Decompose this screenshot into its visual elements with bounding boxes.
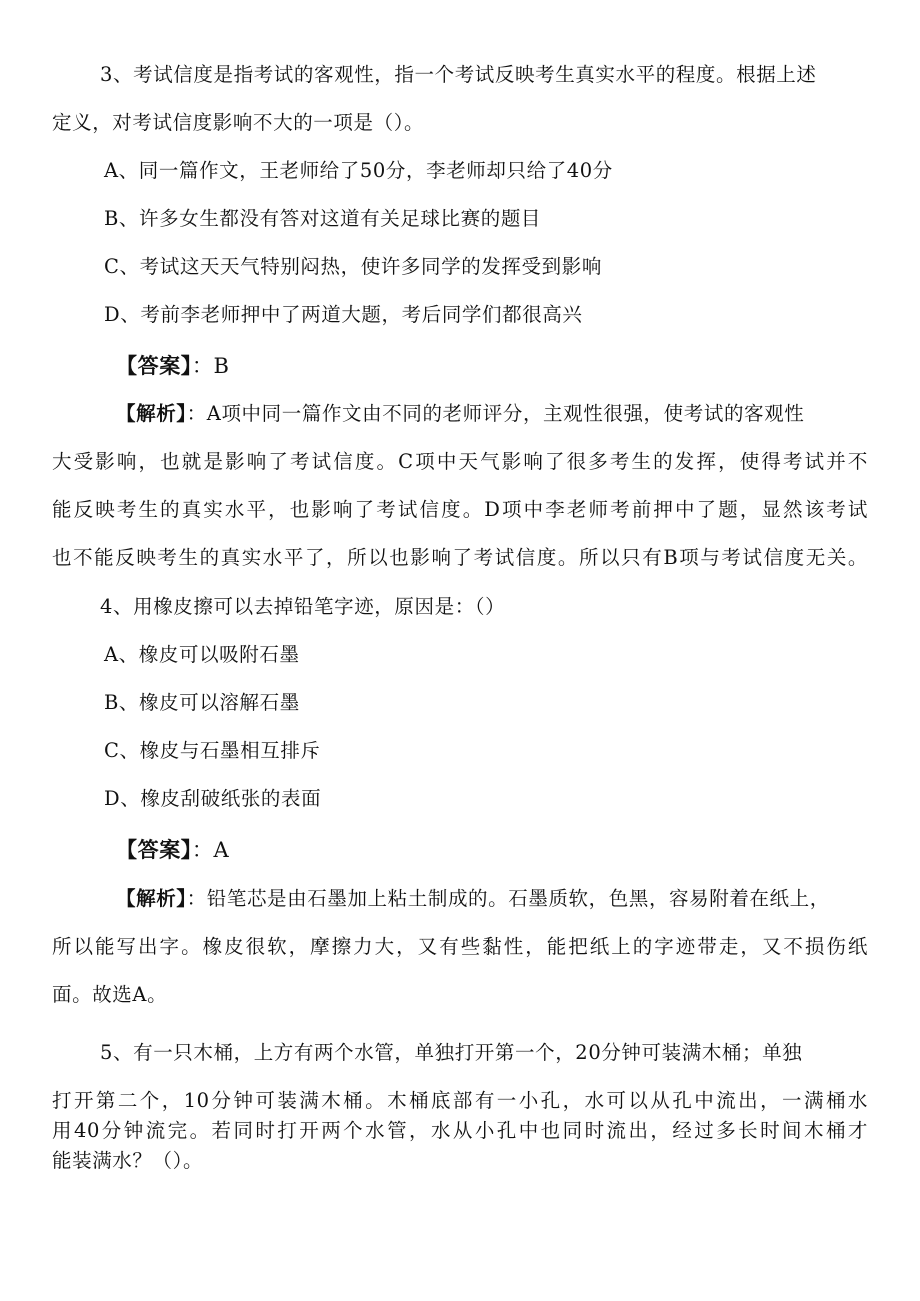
q3-explanation-text-3: 能反映考生的真实水平，也影响了考试信度。D项中李老师考前押中了题，显然该考试: [52, 498, 868, 521]
q4-answer: [116, 837, 229, 863]
q4-answer-value: ：A: [191, 838, 230, 862]
q4-explanation-line-3: 面。故选A。: [52, 983, 168, 1006]
q5-stem-line-2: [52, 1088, 868, 1114]
q3-answer-label: 【答案】: [116, 354, 192, 378]
q4-stem: 4、用橡皮擦可以去掉铅笔字迹，原因是：（）: [100, 595, 506, 618]
q5-stem-text-2: 打开第二个，10分钟可装满木桶。木桶底部有一小孔，水可以从孔中流出，一满桶水: [52, 1089, 868, 1112]
q4-explanation-line-1: [116, 886, 830, 912]
q4-explanation-line-2: [52, 934, 868, 960]
q3-explanation-line-2: [52, 449, 868, 475]
q3-explanation-line-4: [52, 545, 868, 571]
q3-option-b: B、许多女生都没有答对这道有关足球比赛的题目: [104, 207, 542, 230]
q3-option-c: C、考试这天天气特别闷热，使许多同学的发挥受到影响: [104, 255, 602, 278]
q4-option-c: C、橡皮与石墨相互排斥: [104, 739, 321, 762]
q4-option-a: A、橡皮可以吸附石墨: [104, 643, 300, 666]
q5-stem-line-4: 能装满水？（）。: [52, 1149, 204, 1172]
q5-stem-text-3: 用40分钟流完。若同时打开两个水管，水从小孔中也同时流出，经过多长时间木桶才: [52, 1119, 868, 1142]
q3-explanation-label: 【解析】: [116, 402, 187, 425]
q3-stem-line-2: 定义，对考试信度影响不大的一项是（）。: [52, 111, 425, 134]
q4-option-d: D、橡皮刮破纸张的表面: [104, 787, 322, 810]
q3-explanation-text-2: 大受影响，也就是影响了考试信度。C项中天气影响了很多考生的发挥，使得考试并不: [52, 450, 868, 473]
q3-explanation-text-1: ：A项中同一篇作文由不同的老师评分，主观性很强，使考试的客观性: [186, 402, 805, 425]
q4-explanation-text-2: 所以能写出字。橡皮很软，摩擦力大，又有些黏性，能把纸上的字迹带走，又不损伤纸: [52, 935, 868, 958]
q3-explanation-line-1: [116, 401, 804, 427]
q4-option-b: B、橡皮可以溶解石墨: [104, 691, 300, 714]
q3-option-d: D、考前李老师押中了两道大题，考后同学们都很高兴: [104, 303, 583, 326]
q3-answer-value: ：B: [191, 354, 230, 378]
q5-stem-line-3: [52, 1118, 868, 1144]
q3-explanation-text-4: 也不能反映考生的真实水平了，所以也影响了考试信度。所以只有B项与考试信度无关。: [52, 546, 868, 569]
q3-explanation-line-3: [52, 497, 868, 523]
q4-answer-label: 【答案】: [116, 838, 192, 862]
q5-stem-line-1: 5、有一只木桶，上方有两个水管，单独打开第一个，20分钟可装满木桶；单独: [100, 1041, 803, 1064]
q3-option-a: A、同一篇作文，王老师给了50分，李老师却只给了40分: [104, 159, 613, 182]
q3-stem-line-1: 3、考试信度是指考试的客观性，指一个考试反映考生真实水平的程度。根据上述: [100, 63, 817, 86]
q4-explanation-label: 【解析】: [116, 887, 187, 910]
q4-explanation-text-1: ：铅笔芯是由石墨加上粘土制成的。石墨质软，色黑，容易附着在纸上，: [186, 887, 830, 910]
q3-answer: [116, 353, 230, 379]
